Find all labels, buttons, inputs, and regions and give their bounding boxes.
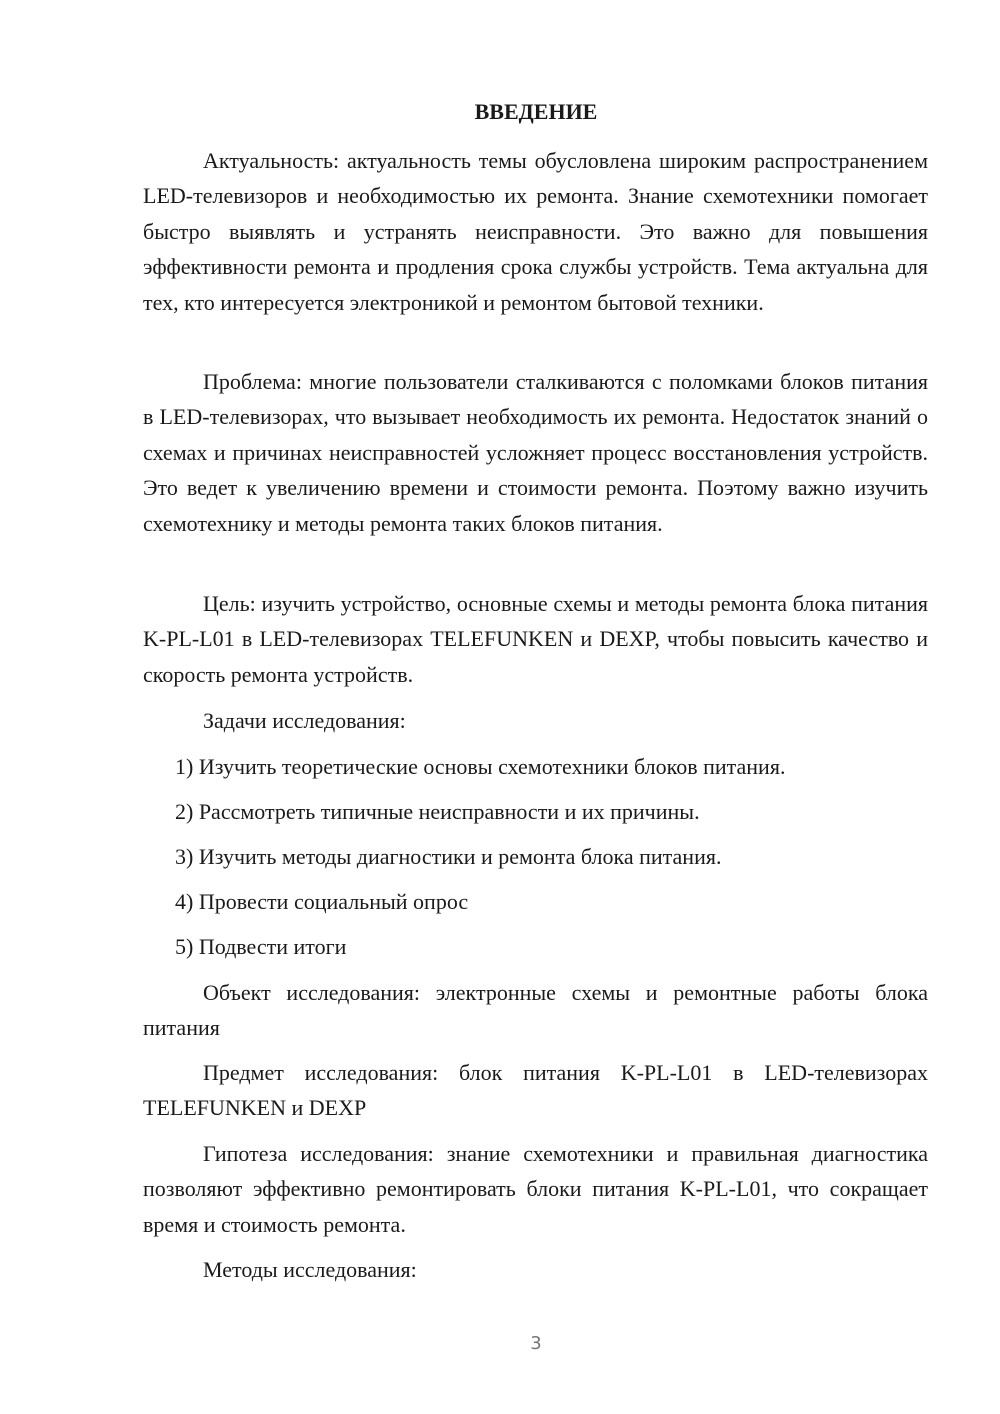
list-item: 5) Подвести итоги (175, 934, 347, 959)
methods-heading: Методы исследования: (203, 1257, 417, 1282)
paragraph-relevance: Актуальность: актуальность темы обусловлена широким распространением LED-телевизоров и необходимостью их ремонта. Знание схемотехники помогает быстро выявлять и устранять неисправности. Это важно для повышения эффективности ремонта и продления срока службы устройств. Тема актуальна для тех, кто интересуется электроникой и ремонтом бытовой техники. (143, 148, 928, 315)
list-item: 1) Изучить теоретические основы схемотехники блоков питания. (175, 754, 786, 779)
paragraph-hypothesis: Гипотеза исследования: знание схемотехники и правильная диагностика позволяют эффективно ремонтировать блоки питания K-PL-L01, что сокращает время и стоимость ремонта. (143, 1141, 928, 1237)
page-number: 3 (530, 1333, 542, 1354)
paragraph-subject: Предмет исследования: блок питания K-PL-L01 в LED-телевизорах TELEFUNKEN и DEXP (143, 1060, 928, 1121)
page-title: ВВЕДЕНИЕ (474, 99, 598, 124)
list-item: 2) Рассмотреть типичные неисправности и их причины. (175, 799, 700, 824)
tasks-heading: Задачи исследования: (203, 708, 406, 733)
paragraph-object: Объект исследования: электронные схемы и ремонтные работы блока питания (143, 980, 928, 1041)
paragraph-problem: Проблема: многие пользователи сталкиваются с поломками блоков питания в LED-телевизорах, что вызывает необходимость их ремонта. Недостаток знаний о схемах и причинах неисправностей усложняет процесс восстановления устройств. Это ведет к увеличению времени и стоимости ремонта. Поэтому важно изучить схемотехнику и методы ремонта таких блоков питания. (143, 369, 928, 536)
paragraph-goal: Цель: изучить устройство, основные схемы и методы ремонта блока питания K-PL-L01 в LED-телевизорах TELEFUNKEN и DEXP, чтобы повысить качество и скорость ремонта устройств. (143, 591, 928, 687)
list-item: 3) Изучить методы диагностики и ремонта блока питания. (175, 844, 722, 869)
list-item: 4) Провести социальный опрос (175, 889, 469, 914)
